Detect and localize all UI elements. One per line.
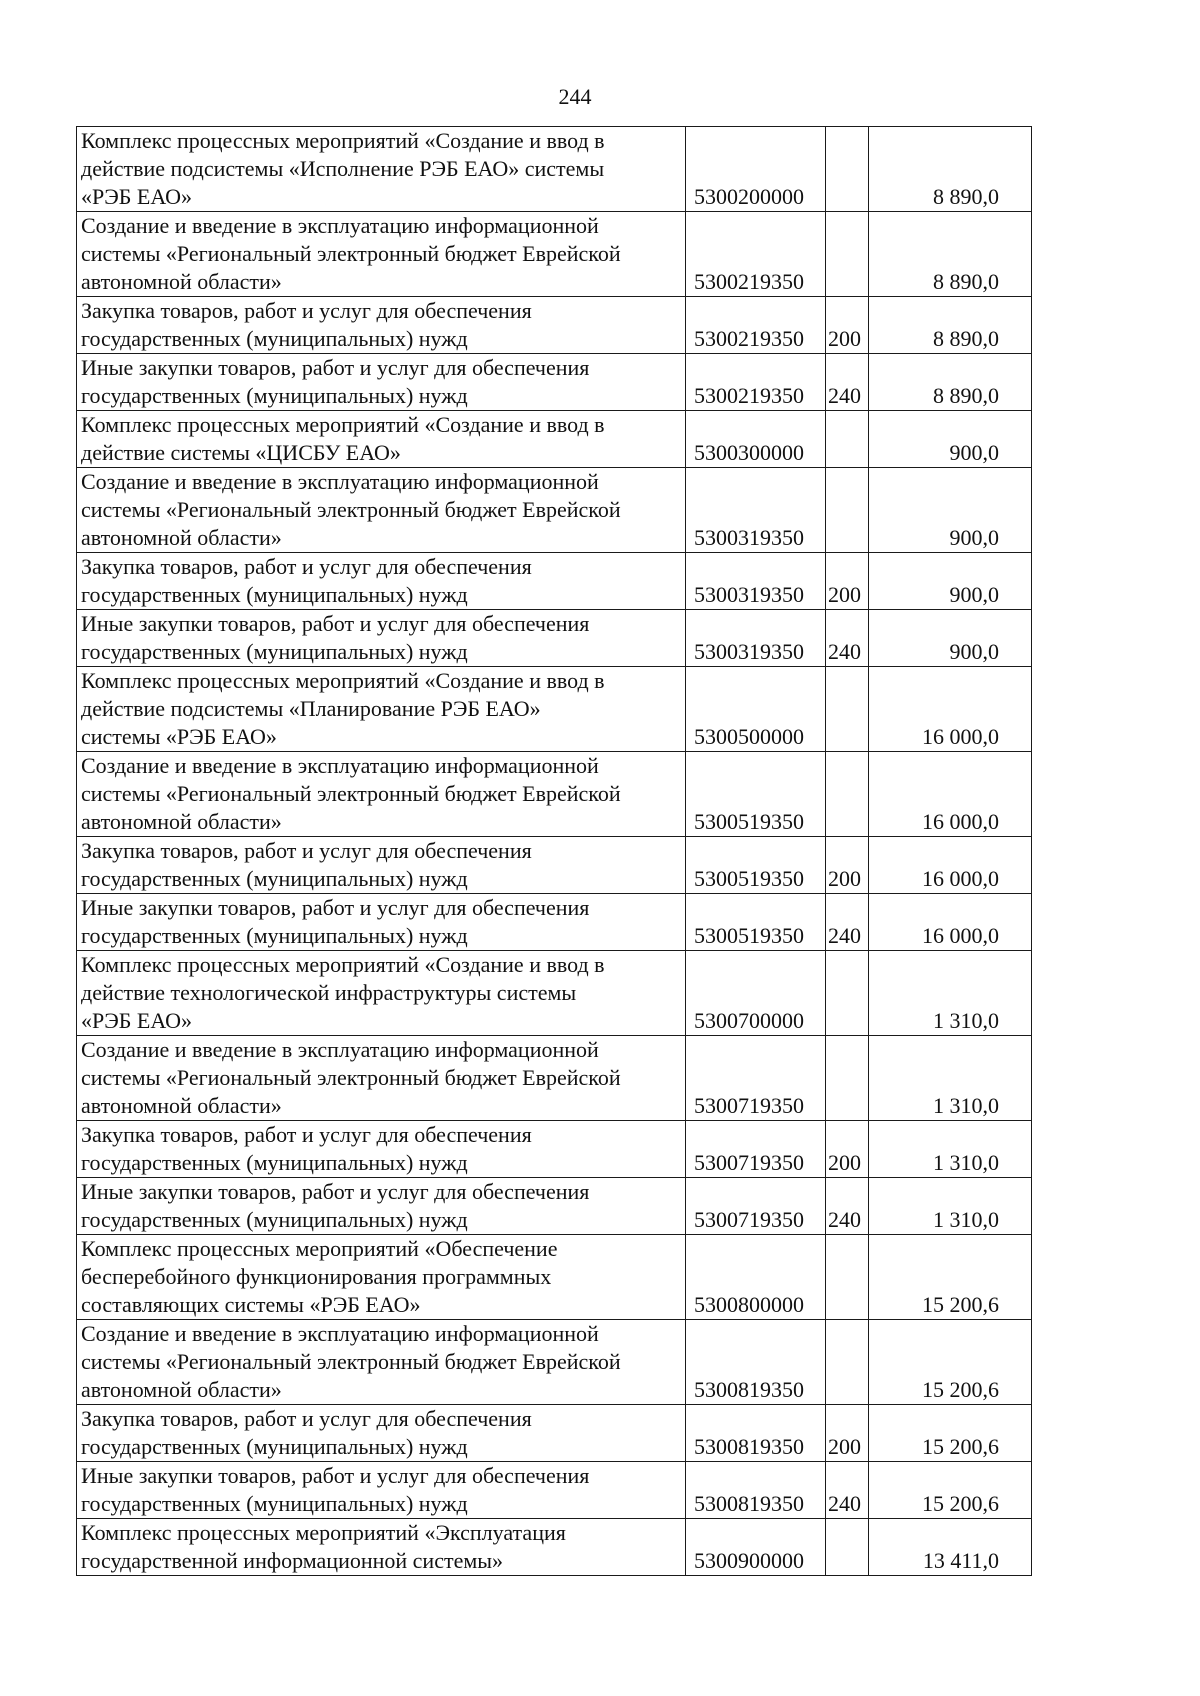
row-name-cell: Комплекс процессных мероприятий «Эксплуатация государственной информационной системы»	[77, 1519, 686, 1576]
row-type-cell: 200	[826, 1121, 869, 1178]
table-row	[77, 468, 1032, 553]
table-row	[77, 667, 1032, 752]
row-code-cell: 5300800000	[686, 1235, 826, 1320]
row-type-cell: 200	[826, 837, 869, 894]
row-type-cell: 240	[826, 1462, 869, 1519]
row-amount-cell: 900,0	[869, 411, 1032, 468]
row-amount-cell: 1 310,0	[869, 951, 1032, 1036]
row-amount-cell: 1 310,0	[869, 1178, 1032, 1235]
table-row	[77, 297, 1032, 354]
table-row	[77, 752, 1032, 837]
table-row	[77, 1178, 1032, 1235]
row-type-cell	[826, 1320, 869, 1405]
row-name-cell: Создание и введение в эксплуатацию информационной системы «Региональный электронный бюджет Еврейской автономной области»	[77, 752, 686, 837]
row-name-cell: Комплекс процессных мероприятий «Обеспечение бесперебойного функционирования программных составляющих системы «РЭБ ЕАО»	[77, 1235, 686, 1320]
table-row	[77, 1462, 1032, 1519]
row-type-cell	[826, 212, 869, 297]
row-amount-cell: 1 310,0	[869, 1121, 1032, 1178]
row-amount-cell: 8 890,0	[869, 354, 1032, 411]
row-amount-cell: 900,0	[869, 468, 1032, 553]
table-row	[77, 1320, 1032, 1405]
row-amount-cell: 16 000,0	[869, 894, 1032, 951]
row-name-cell: Создание и введение в эксплуатацию информационной системы «Региональный электронный бюджет Еврейской автономной области»	[77, 468, 686, 553]
row-amount-cell: 13 411,0	[869, 1519, 1032, 1576]
table-row	[77, 354, 1032, 411]
row-type-cell: 240	[826, 1178, 869, 1235]
row-amount-cell: 15 200,6	[869, 1405, 1032, 1462]
row-amount-cell: 15 200,6	[869, 1235, 1032, 1320]
row-amount-cell: 15 200,6	[869, 1462, 1032, 1519]
table-row	[77, 951, 1032, 1036]
row-amount-cell: 8 890,0	[869, 297, 1032, 354]
row-name-cell: Комплекс процессных мероприятий «Создание и ввод в действие системы «ЦИСБУ ЕАО»	[77, 411, 686, 468]
row-amount-cell: 16 000,0	[869, 837, 1032, 894]
budget-table-body	[77, 127, 1032, 1576]
table-row	[77, 127, 1032, 212]
row-code-cell: 5300519350	[686, 752, 826, 837]
row-name-cell: Комплекс процессных мероприятий «Создание и ввод в действие подсистемы «Планирование РЭБ ЕАО» системы «РЭБ ЕАО»	[77, 667, 686, 752]
row-name-cell: Закупка товаров, работ и услуг для обеспечения государственных (муниципальных) нужд	[77, 553, 686, 610]
table-row	[77, 837, 1032, 894]
table-row	[77, 1235, 1032, 1320]
row-amount-cell: 8 890,0	[869, 127, 1032, 212]
row-name-cell: Создание и введение в эксплуатацию информационной системы «Региональный электронный бюджет Еврейской автономной области»	[77, 1320, 686, 1405]
row-code-cell: 5300819350	[686, 1462, 826, 1519]
row-type-cell	[826, 411, 869, 468]
row-code-cell: 5300719350	[686, 1178, 826, 1235]
row-name-cell: Создание и введение в эксплуатацию информационной системы «Региональный электронный бюджет Еврейской автономной области»	[77, 1036, 686, 1121]
page-number: 244	[558, 84, 592, 109]
row-code-cell: 5300819350	[686, 1405, 826, 1462]
row-type-cell	[826, 1235, 869, 1320]
table-row	[77, 1121, 1032, 1178]
table-row	[77, 1519, 1032, 1576]
table-row	[77, 610, 1032, 667]
table-row	[77, 411, 1032, 468]
table-row	[77, 212, 1032, 297]
row-type-cell	[826, 127, 869, 212]
row-code-cell: 5300300000	[686, 411, 826, 468]
row-code-cell: 5300219350	[686, 212, 826, 297]
row-type-cell	[826, 951, 869, 1036]
row-type-cell: 200	[826, 1405, 869, 1462]
row-type-cell	[826, 1519, 869, 1576]
row-name-cell: Комплекс процессных мероприятий «Создание и ввод в действие подсистемы «Исполнение РЭБ ЕАО» системы «РЭБ ЕАО»	[77, 127, 686, 212]
row-name-cell: Иные закупки товаров, работ и услуг для обеспечения государственных (муниципальных) нужд	[77, 894, 686, 951]
row-type-cell: 240	[826, 354, 869, 411]
row-code-cell: 5300319350	[686, 468, 826, 553]
row-name-cell: Закупка товаров, работ и услуг для обеспечения государственных (муниципальных) нужд	[77, 297, 686, 354]
row-type-cell	[826, 752, 869, 837]
row-code-cell: 5300219350	[686, 354, 826, 411]
row-type-cell	[826, 1036, 869, 1121]
row-code-cell: 5300719350	[686, 1121, 826, 1178]
row-code-cell: 5300519350	[686, 837, 826, 894]
row-code-cell: 5300900000	[686, 1519, 826, 1576]
row-amount-cell: 900,0	[869, 553, 1032, 610]
row-type-cell: 240	[826, 610, 869, 667]
budget-table	[76, 126, 1032, 1576]
row-code-cell: 5300719350	[686, 1036, 826, 1121]
row-code-cell: 5300819350	[686, 1320, 826, 1405]
row-code-cell: 5300219350	[686, 297, 826, 354]
row-amount-cell: 8 890,0	[869, 212, 1032, 297]
row-amount-cell: 16 000,0	[869, 667, 1032, 752]
row-type-cell: 240	[826, 894, 869, 951]
row-type-cell: 200	[826, 297, 869, 354]
row-name-cell: Закупка товаров, работ и услуг для обеспечения государственных (муниципальных) нужд	[77, 1405, 686, 1462]
row-code-cell: 5300319350	[686, 610, 826, 667]
table-row	[77, 553, 1032, 610]
row-code-cell: 5300700000	[686, 951, 826, 1036]
row-amount-cell: 1 310,0	[869, 1036, 1032, 1121]
row-type-cell: 200	[826, 553, 869, 610]
row-name-cell: Комплекс процессных мероприятий «Создание и ввод в действие технологической инфраструктуры системы «РЭБ ЕАО»	[77, 951, 686, 1036]
row-name-cell: Закупка товаров, работ и услуг для обеспечения государственных (муниципальных) нужд	[77, 1121, 686, 1178]
row-type-cell	[826, 667, 869, 752]
row-name-cell: Иные закупки товаров, работ и услуг для обеспечения государственных (муниципальных) нужд	[77, 610, 686, 667]
row-name-cell: Создание и введение в эксплуатацию информационной системы «Региональный электронный бюджет Еврейской автономной области»	[77, 212, 686, 297]
row-amount-cell: 15 200,6	[869, 1320, 1032, 1405]
table-row	[77, 1405, 1032, 1462]
row-code-cell: 5300500000	[686, 667, 826, 752]
table-row	[77, 894, 1032, 951]
row-name-cell: Иные закупки товаров, работ и услуг для обеспечения государственных (муниципальных) нужд	[77, 354, 686, 411]
row-code-cell: 5300200000	[686, 127, 826, 212]
row-name-cell: Закупка товаров, работ и услуг для обеспечения государственных (муниципальных) нужд	[77, 837, 686, 894]
row-name-cell: Иные закупки товаров, работ и услуг для обеспечения государственных (муниципальных) нужд	[77, 1462, 686, 1519]
row-amount-cell: 900,0	[869, 610, 1032, 667]
row-type-cell	[826, 468, 869, 553]
row-code-cell: 5300519350	[686, 894, 826, 951]
row-amount-cell: 16 000,0	[869, 752, 1032, 837]
row-name-cell: Иные закупки товаров, работ и услуг для обеспечения государственных (муниципальных) нужд	[77, 1178, 686, 1235]
table-row	[77, 1036, 1032, 1121]
row-code-cell: 5300319350	[686, 553, 826, 610]
